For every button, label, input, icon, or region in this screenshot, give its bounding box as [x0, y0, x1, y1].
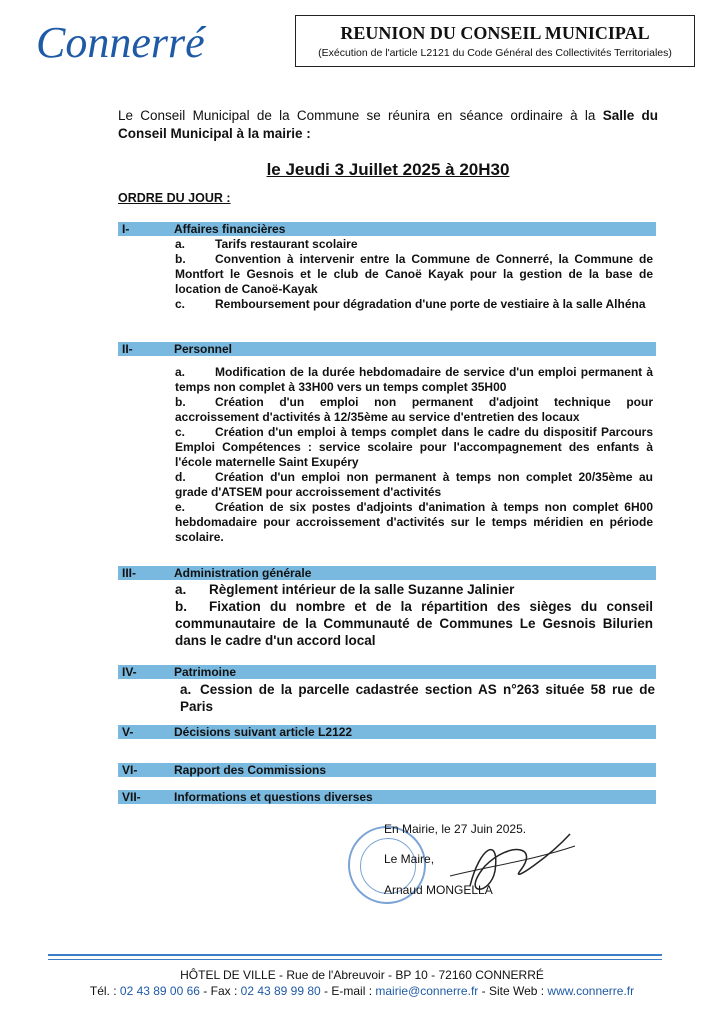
- section-items-4: [180, 681, 655, 715]
- section-items-1: [175, 237, 653, 312]
- agenda-item: d. Création d'un emploi non permanent à temps non complet 20/35ème au grade d'ATSEM pour accroissement d'activités: [175, 470, 653, 499]
- footer-address: HÔTEL DE VILLE - Rue de l'Abreuvoir - BP 10 - 72160 CONNERRÉ: [180, 968, 544, 982]
- section-title: Administration générale: [174, 566, 312, 580]
- logo-text: Connerré: [36, 18, 205, 67]
- agenda-item: b. Création d'un emploi non permanent d'adjoint technique pour accroissement d'activités à 12/35ème au service d'entretien des locaux: [175, 395, 653, 424]
- section-band-3: [118, 566, 656, 580]
- section-title: Affaires financières: [174, 222, 286, 236]
- section-band-1: [118, 222, 656, 236]
- section-items-3: [175, 581, 653, 649]
- intro-location: Salle du Conseil Municipal à la mairie :: [118, 108, 659, 141]
- section-number: VI-: [122, 763, 138, 777]
- signature-place-date: En Mairie, le 27 Juin 2025.: [384, 822, 527, 836]
- agenda-item: c. Création d'un emploi à temps complet dans le cadre du dispositif Parcours Emploi Compétences : service scolaire pour l'accompagnement des enfants à l'école maternelle Saint Exupéry: [175, 425, 653, 469]
- agenda-item: a. Cession de la parcelle cadastrée section AS n°263 située 58 rue de Paris: [180, 682, 655, 714]
- agenda-item: a. Modification de la durée hebdomadaire de service d'un emploi permanent à temps non complet à 33H00 vers un temps complet 35H00: [175, 365, 653, 394]
- section-number: I-: [122, 222, 130, 236]
- agenda-item: a. Tarifs restaurant scolaire: [175, 237, 358, 251]
- section-title: Informations et questions diverses: [174, 790, 373, 804]
- footer-fax: 02 43 89 99 80: [240, 984, 321, 998]
- section-band-2: [118, 342, 656, 356]
- agenda-item: b. Fixation du nombre et de la répartition des sièges du conseil communautaire de la Communauté de Communes Le Gesnois Bilurien dans le cadre d'un accord local: [175, 599, 653, 648]
- agenda-title: ORDRE DU JOUR :: [118, 191, 231, 205]
- meeting-date: le Jeudi 3 Juillet 2025 à 20H30: [266, 160, 510, 179]
- section-number: V-: [122, 725, 134, 739]
- section-title: Personnel: [174, 342, 233, 356]
- footer-divider-top: [48, 954, 662, 956]
- section-number: III-: [122, 566, 136, 580]
- section-title: Patrimoine: [174, 665, 237, 679]
- section-number: VII-: [122, 790, 141, 804]
- agenda-item: e. Création de six postes d'adjoints d'animation à temps non complet 6H00 hebdomadaire pour accroissement d'activités sur le temps méridien en période scolaire.: [175, 500, 653, 544]
- footer-divider-bottom: [48, 959, 662, 960]
- signature-name: Arnaud MONGELLA: [384, 883, 493, 897]
- section-band-7: [118, 790, 656, 804]
- document-subtitle: (Exécution de l'article L2121 du Code Général des Collectivités Territoriales): [318, 47, 672, 59]
- footer-phone: 02 43 89 00 66: [119, 984, 200, 998]
- signature-role: Le Maire,: [384, 852, 435, 866]
- section-items-2: [175, 365, 653, 545]
- connerre-logo: [36, 14, 226, 72]
- agenda-item: b. Convention à intervenir entre la Commune de Connerré, la Commune de Montfort le Gesnois et le club de Canoë Kayak pour la gestion de la base de location de Canoë-Kayak: [175, 252, 653, 296]
- handwritten-signature: [430, 826, 580, 906]
- intro-text: Le Conseil Municipal de la Commune se réunira en séance ordinaire à la: [118, 108, 603, 123]
- agenda-item: a. Règlement intérieur de la salle Suzanne Jalinier: [175, 582, 515, 597]
- document-title: REUNION DU CONSEIL MUNICIPAL: [340, 23, 650, 43]
- agenda-item: c. Remboursement pour dégradation d'une porte de vestiaire à la salle Alhéna: [175, 297, 646, 311]
- header-box: [295, 15, 695, 67]
- section-band-5: [118, 725, 656, 739]
- section-title: Décisions suivant article L2122: [174, 725, 353, 739]
- footer-email-link[interactable]: mairie@connerre.fr: [375, 984, 479, 998]
- section-band-6: [118, 763, 656, 777]
- footer-contacts: Tél. : 02 43 89 00 66 - Fax : 02 43 89 99 80 - E-mail : mairie@connerre.fr - Site Web : www.connerre.fr: [89, 984, 635, 998]
- footer-website-link[interactable]: www.connerre.fr: [547, 984, 635, 998]
- section-title: Rapport des Commissions: [174, 763, 327, 777]
- section-number: II-: [122, 342, 133, 356]
- section-number: IV-: [122, 665, 137, 679]
- intro-paragraph: [118, 107, 658, 143]
- section-band-4: [118, 665, 656, 679]
